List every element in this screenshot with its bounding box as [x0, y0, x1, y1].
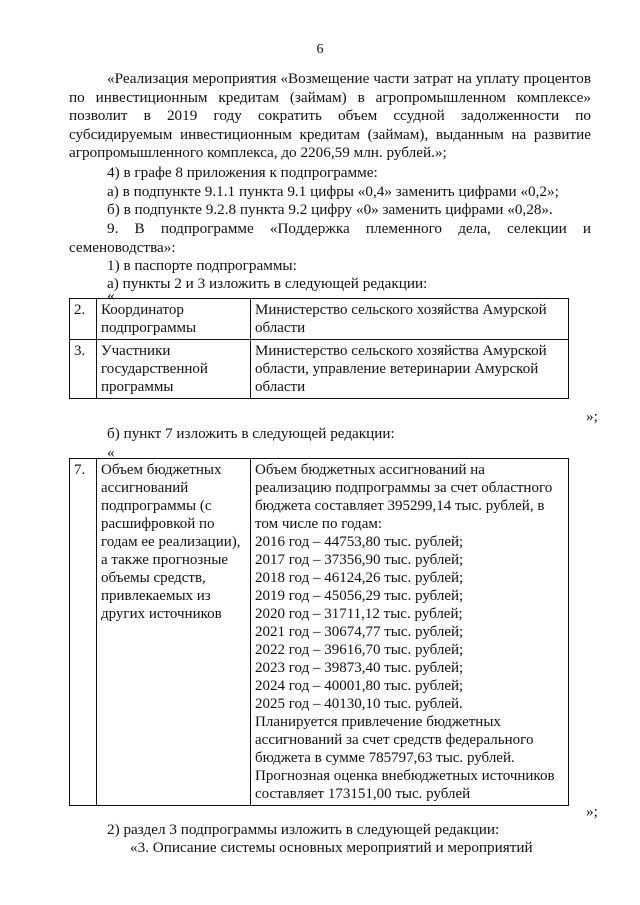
- passport-table-2: [69, 458, 569, 806]
- item-4: 4) в графе 8 приложения к подпрограмме:: [107, 164, 378, 181]
- row-number: 2.: [70, 299, 97, 340]
- intro-paragraph: «Реализация мероприятия «Возмещение части затрат на уплату процентов по инвестиционным кредитам (займам) в агропромышленном комплексе» позволит в 2019 году сократить объем ссудной задолженности по субсидируемым инвестиционным кредитам (займам), выданным на развитие агропромышленного комплекса, до 2206,59 млн. рублей.»;: [69, 70, 591, 161]
- budget-intro: Объем бюджетных ассигнований на реализацию подпрограммы за счет областного бюджета составляет 395299,14 тыс. рублей, в том числе по годам:: [255, 462, 553, 532]
- page-number: 6: [316, 42, 324, 57]
- quote-close-1: »;: [586, 408, 598, 425]
- year-line: 2018 год – 46124,26 тыс. рублей;: [255, 570, 464, 586]
- year-line: 2017 год – 37356,90 тыс. рублей;: [255, 552, 464, 568]
- row-value: Министерство сельского хозяйства Амурской области: [251, 299, 569, 340]
- row-value: [251, 459, 569, 806]
- extrabudget-text: Прогнозная оценка внебюджетных источников составляет 173151,00 тыс. рублей: [255, 768, 555, 802]
- table-row: [70, 340, 569, 399]
- year-line: 2021 год – 30674,77 тыс. рублей;: [255, 624, 464, 640]
- row-number: 3.: [70, 340, 97, 399]
- row-number: 7.: [70, 459, 97, 806]
- year-line: 2024 год – 40001,80 тыс. рублей;: [255, 678, 464, 694]
- item-9-1b: б) пункт 7 изложить в следующей редакции:: [107, 425, 395, 442]
- item-9-1a: а) пункты 2 и 3 изложить в следующей редакции:: [107, 275, 428, 292]
- year-line: 2016 год – 44753,80 тыс. рублей;: [255, 534, 464, 550]
- quote-open-1: «: [107, 287, 115, 304]
- item-9-1: 1) в паспорте подпрограммы:: [107, 257, 297, 274]
- year-line: 2023 год – 39873,40 тыс. рублей;: [255, 660, 464, 676]
- year-line: 2019 год – 45056,29 тыс. рублей;: [255, 588, 464, 604]
- row-label: Координатор подпрограммы: [97, 299, 251, 340]
- section-3-title: «3. Описание системы основных мероприятий и мероприятий: [130, 839, 533, 856]
- item-2: 2) раздел 3 подпрограммы изложить в следующей редакции:: [107, 821, 500, 838]
- year-line: 2020 год – 31711,12 тыс. рублей;: [255, 606, 463, 622]
- row-value: Министерство сельского хозяйства Амурской области, управление ветеринарии Амурской области: [251, 340, 569, 399]
- quote-open-2: «: [107, 444, 115, 461]
- federal-budget-text: Планируется привлечение бюджетных ассигнований за счет средств федерального бюджета в сумме 785797,63 тыс. рублей.: [255, 714, 534, 766]
- item-4a: а) в подпункте 9.1.1 пункта 9.1 цифры «0,4» заменить цифрами «0,2»;: [107, 183, 559, 200]
- row-label: Участники государственной программы: [97, 340, 251, 399]
- row-label: Объем бюджетных ассигнований подпрограммы (с расшифровкой по годам ее реализации), а также прогнозные объемы средств, привлекаемых из других источников: [97, 459, 251, 806]
- table-row: [70, 299, 569, 340]
- passport-table-1: [69, 298, 569, 399]
- table-row: [70, 459, 569, 806]
- year-line: 2022 год – 39616,70 тыс. рублей;: [255, 642, 464, 658]
- item-4b: б) в подпункте 9.2.8 пункта 9.2 цифру «0» заменить цифрами «0,28».: [107, 201, 553, 218]
- quote-close-2: »;: [586, 803, 598, 820]
- item-9: 9. В подпрограмме «Поддержка племенного дела, селекции и семеноводства»:: [69, 220, 591, 256]
- year-line: 2025 год – 40130,10 тыс. рублей.: [255, 696, 463, 712]
